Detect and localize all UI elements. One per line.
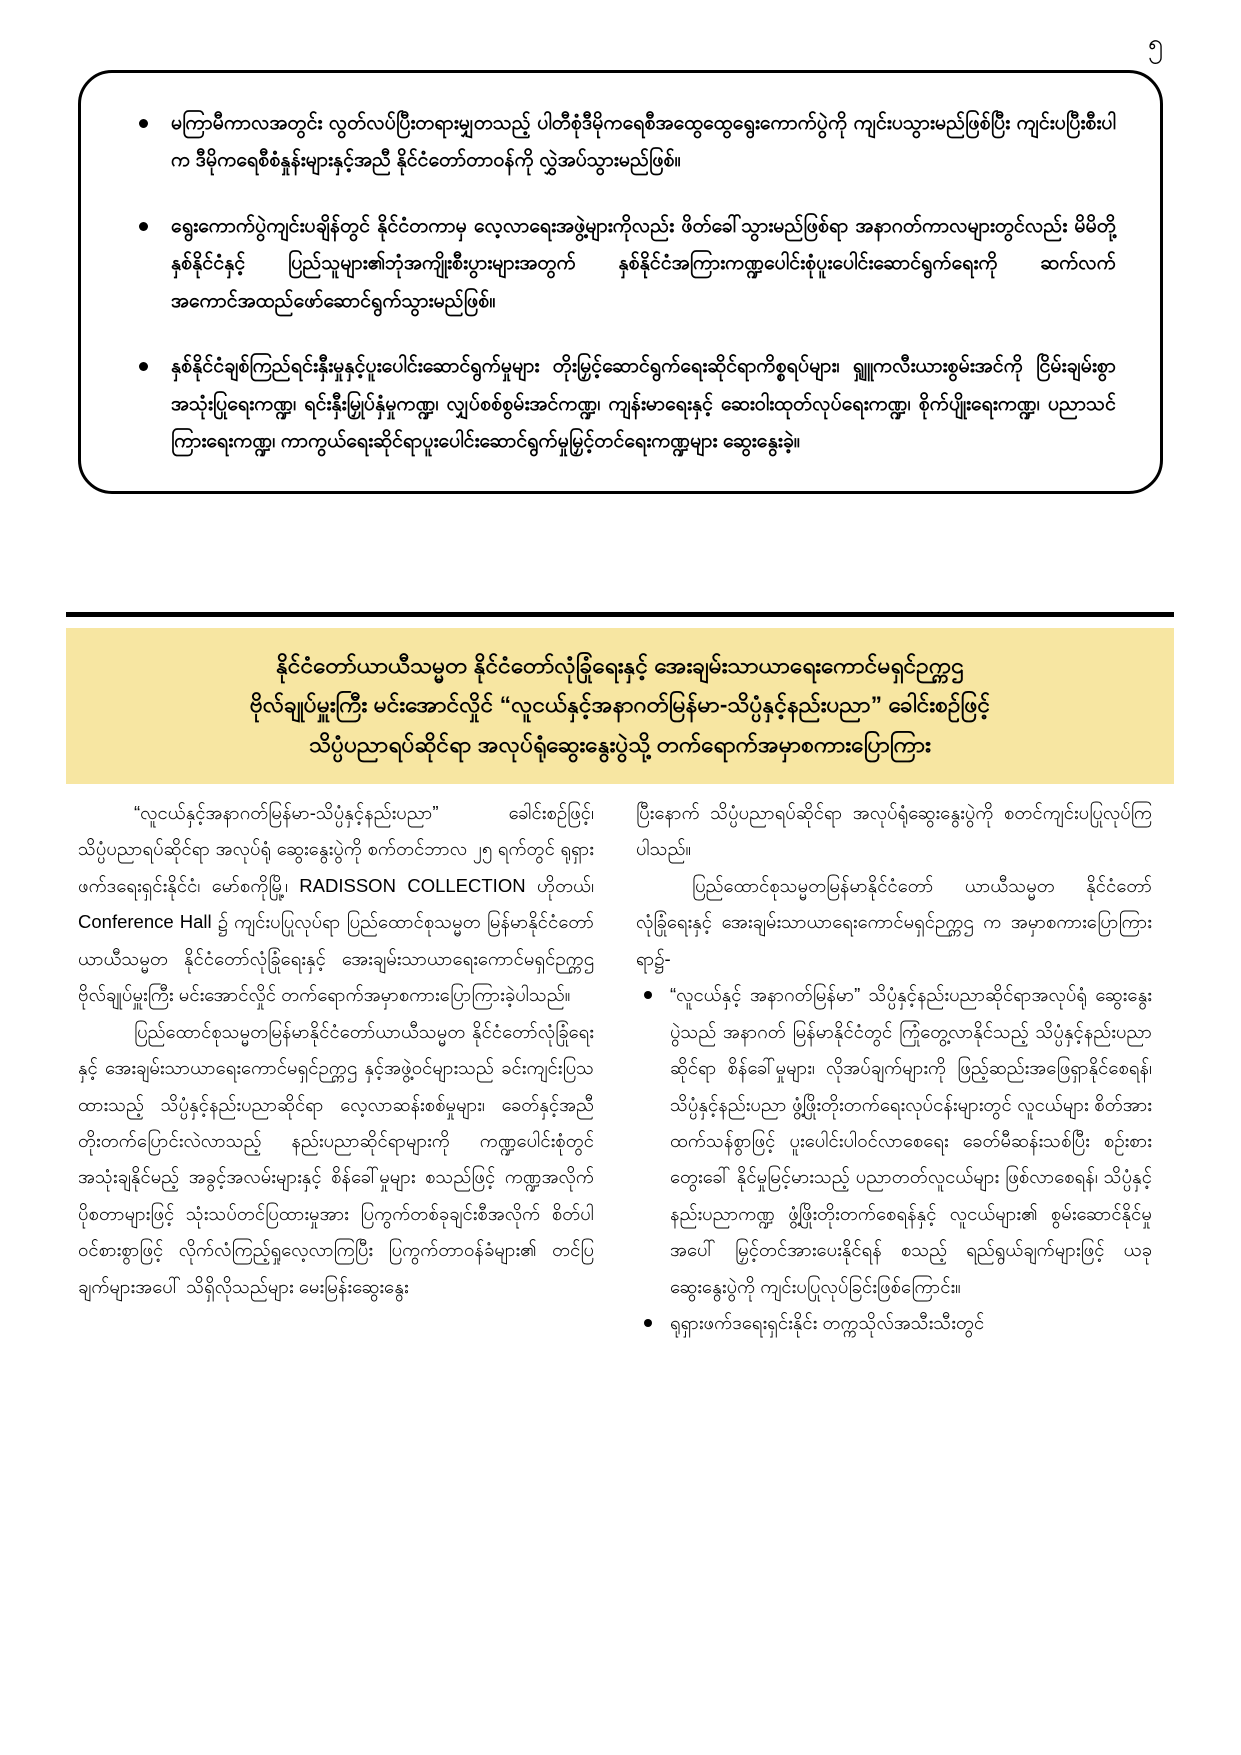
page-number: ၅ xyxy=(1147,28,1163,58)
headline-line-1: နိုင်ငံတော်ယာယီသမ္မတ နိုင်ငံတော်လုံခြုံရေးနှင့် အေးချမ်းသာယာရေးကောင်မရှင်ဉက္ကဌ xyxy=(276,653,964,678)
paragraph: “လူငယ်နှင့်အနာဂတ်မြန်မာ-သိပ္ပံနှင့်နည်းပညာ” ခေါင်းစဉ်ဖြင့်၊ သိပ္ပံပညာရပ်ဆိုင်ရာ အလုပ်ရုံ ဆွေးနွေးပွဲကို စက်တင်ဘာလ ၂၅ ရက်တွင် ရုရှားဖက်ဒရေးရှင်းနိုင်ငံ၊ မော်စကိုမြို့၊ RADISSON COLLECTION ဟိုတယ်၊ Conference Hall ၌ ကျင်းပပြုလုပ်ရာ ပြည်ထောင်စုသမ္မတ မြန်မာနိုင်ငံတော် ယာယီသမ္မတ နိုင်ငံတော်လုံခြုံရေးနှင့် အေးချမ်းသာယာရေးကောင်မရှင်ဉက္ကဌ ဗိုလ်ချုပ်မှူးကြီး မင်းအောင်လှိုင် တက်ရောက်အမှာစကားပြောကြားခဲ့ပါသည်။ xyxy=(78,802,594,1006)
list-item: ရုရှားဖက်ဒရေးရှင်းနိုင်း တက္ကသိုလ်အသီးသီးတွင် xyxy=(636,1305,1152,1341)
body-column-right xyxy=(636,795,1152,1342)
paragraph: ပြည်ထောင်စုသမ္မတမြန်မာနိုင်ငံတော်ယာယီသမ္မတ နိုင်ငံတော်လုံခြုံရေးနှင့် အေးချမ်းသာယာရေးကောင်မရှင်ဉက္ကဌ နှင့်အဖွဲ့ဝင်များသည် ခင်းကျင်းပြသထားသည့် သိပ္ပံနှင့်နည်းပညာဆိုင်ရာ လေ့လာဆန်းစစ်မှုများ၊ ခေတ်နှင့်အညီ တိုးတက်ပြောင်းလဲလာသည့် နည်းပညာဆိုင်ရာများကို ကဏ္ဍပေါင်းစုံတွင် အသုံးချနိုင်မည့် အခွင့်အလမ်းများနှင့် စိန်ခေါ်မှုများ စသည်ဖြင့် ကဏ္ဍအလိုက် ပိုစတာများဖြင့် သုံးသပ်တင်ပြထားမှုအား ပြကွက်တစ်ခုချင်းစီအလိုက် စိတ်ပါဝင်စားစွာဖြင့် လိုက်လံကြည့်ရှုလေ့လာကြပြီး ပြကွက်တာဝန်ခံများ၏ တင်ပြချက်များအပေါ် သိရှိလိုသည်များ မေးမြန်းဆွေးနွေး xyxy=(78,1020,594,1297)
paragraph: ပြီးနောက် သိပ္ပံပညာရပ်ဆိုင်ရာ အလုပ်ရုံဆွေးနွေးပွဲကို စတင်ကျင်းပပြုလုပ်ကြပါသည်။ xyxy=(636,802,1152,860)
list-item: “လူငယ်နှင့် အနာဂတ်မြန်မာ” သိပ္ပံနှင့်နည်းပညာဆိုင်ရာအလုပ်ရုံ ဆွေးနွေးပွဲသည် အနာဂတ် မြန်မာနိုင်ငံတွင် ကြုံတွေ့လာနိုင်သည့် သိပ္ပံနှင့်နည်းပညာဆိုင်ရာ စိန်ခေါ်မှုများ၊ လိုအပ်ချက်များကို ဖြည့်ဆည်းအဖြေရှာနိုင်စေရန်၊ သိပ္ပံနှင့်နည်းပညာ ဖွံ့ဖြိုးတိုးတက်ရေးလုပ်ငန်းများတွင် လူငယ်များ စိတ်အားထက်သန်စွာဖြင့် ပူးပေါင်းပါဝင်လာစေရေး ခေတ်မီဆန်းသစ်ပြီး စဉ်းစားတွေးခေါ် နိုင်မှုမြင့်မားသည့် ပညာတတ်လူငယ်များ ဖြစ်လာစေရန်၊ သိပ္ပံနှင့် နည်းပညာကဏ္ဍ ဖွံ့ဖြိုးတိုးတက်စေရန်နှင့် လူငယ်များ၏ စွမ်းဆောင်နိုင်မှုအပေါ် မြှင့်တင်အားပေးနိုင်ရန် စသည့် ရည်ရွယ်ချက်များဖြင့် ယခုဆွေးနွေးပွဲကို ကျင်းပပြုလုပ်ခြင်းဖြစ်ကြောင်း။ xyxy=(636,977,1152,1305)
list-item: မကြာမီကာလအတွင်း လွတ်လပ်ပြီးတရားမျှတသည့် ပါတီစုံဒီမိုကရေစီအထွေထွေရွေးကောက်ပွဲကို ကျင်းပသွားမည်ဖြစ်ပြီး ကျင်းပပြီးစီးပါက ဒီမိုကရေစီစံနှုန်းများနှင့်အညီ နိုင်ငံတော်တာဝန်ကို လွှဲအပ်သွားမည်ဖြစ်။ xyxy=(125,105,1116,180)
right-column-bullet-list xyxy=(636,977,1152,1341)
summary-bullet-list xyxy=(125,105,1116,461)
list-item: ရွေးကောက်ပွဲကျင်းပချိန်တွင် နိုင်ငံတကာမှ လေ့လာရေးအဖွဲ့များကိုလည်း ဖိတ်ခေါ်သွားမည်ဖြစ်ရာ အနာဂတ်ကာလများတွင်လည်း မိမိတို့နှစ်နိုင်ငံနှင့် ပြည်သူများ၏ဘုံအကျိုးစီးပွားများအတွက် နှစ်နိုင်ငံအကြားကဏ္ဍပေါင်းစုံပူးပေါင်းဆောင်ရွက်ရေးကို ဆက်လက်အကောင်အထည်ဖော်ဆောင်ရွက်သွားမည်ဖြစ်။ xyxy=(125,208,1116,320)
section-divider xyxy=(66,612,1174,617)
paragraph: ပြည်ထောင်စုသမ္မတမြန်မာနိုင်ငံတော် ယာယီသမ္မတ နိုင်ငံတော်လုံခြုံရေးနှင့် အေးချမ်းသာယာရေးကောင်မရှင်ဉက္ကဌ က အမှာစကားပြောကြားရာ၌- xyxy=(636,874,1152,969)
list-item: နှစ်နိုင်ငံချစ်ကြည်ရင်းနှီးမှုနှင့်ပူးပေါင်းဆောင်ရွက်မှုများ တိုးမြှင့်ဆောင်ရွက်ရေးဆိုင်ရာကိစ္စရပ်များ၊ ရျှူကလီးယားစွမ်းအင်ကို ငြိမ်းချမ်းစွာအသုံးပြုရေးကဏ္ဍ၊ ရင်းနှီးမြှုပ်နှံမှုကဏ္ဍ၊ လျှပ်စစ်စွမ်းအင်ကဏ္ဍ၊ ကျန်းမာရေးနှင့် ဆေးဝါးထုတ်လုပ်ရေးကဏ္ဍ၊ စိုက်ပျိုးရေးကဏ္ဍ၊ ပညာသင်ကြားရေးကဏ္ဍ၊ ကာကွယ်ရေးဆိုင်ရာပူးပေါင်းဆောင်ရွက်မှုမြှင့်တင်ရေးကဏ္ဍများ ဆွေးနွေးခဲ့။ xyxy=(125,348,1116,460)
body-column-left xyxy=(78,795,594,1342)
headline-line-2: ဗိုလ်ချုပ်မှူးကြီး မင်းအောင်လှိုင် “လူငယ်နှင့်အနာဂတ်မြန်မာ-သိပ္ပံနှင့်နည်းပညာ” ခေါင်းစဉ်ဖြင့် xyxy=(249,692,991,718)
summary-bullet-box xyxy=(78,70,1163,494)
article-headline xyxy=(66,628,1174,784)
article-body xyxy=(78,795,1168,1342)
headline-line-3: သိပ္ပံပညာရပ်ဆိုင်ရာ အလုပ်ရုံဆွေးနွေးပွဲသို့ တက်ရောက်အမှာစကားပြောကြား xyxy=(309,731,931,757)
